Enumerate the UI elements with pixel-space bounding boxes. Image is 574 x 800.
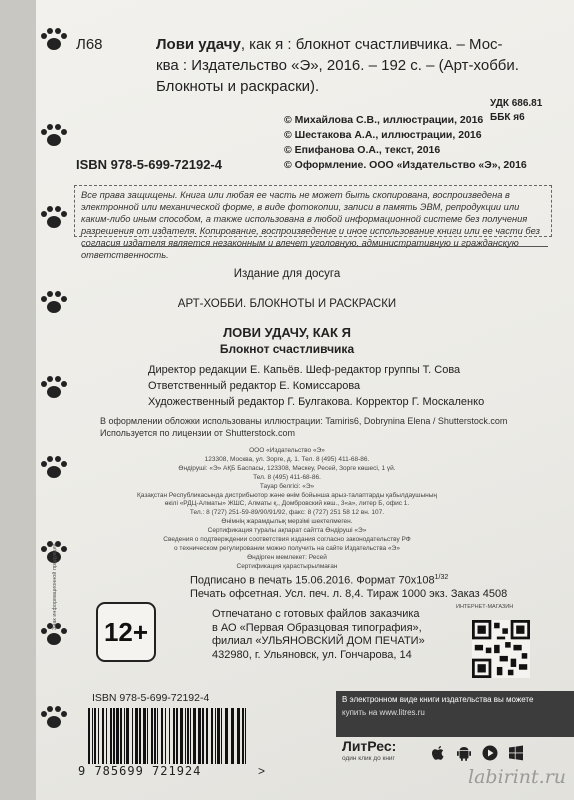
- barcode-bar: [185, 708, 186, 764]
- copyright-line: © Епифанова О.А., текст, 2016: [284, 144, 441, 156]
- media-player-icon: [482, 745, 498, 761]
- print-signed: [190, 574, 448, 587]
- barcode-bar: [198, 708, 201, 764]
- license-note: Используется по лицензии от Shutterstock.com: [100, 428, 295, 438]
- barcode-bar: [193, 708, 196, 764]
- publisher-info-line: Өндіруші: «Э» АҚБ Баспасы, 123308, Мәскеу, Ресей, Зорге көшесі, 1 үй.: [178, 464, 396, 472]
- barcode-bar: [88, 708, 90, 764]
- rights-notice: Все права защищены. Книга или любая ее часть не может быть скопирована, воспроизведена в электронной или механической форме, в виде фотокопии, записи в память ЭВМ, репродукции или каким-либо иным способом, а также использована в любой информационной системе без получения разрешения от издателя. Копирование, воспроизведение и иное использование книги или ее части без согласия издателя является незаконным и влечет уголовную, административную и гражданскую ответственность.: [81, 190, 540, 260]
- barcode-bar: [102, 708, 104, 764]
- litres-line-1: В электронном виде книги издательства вы можете: [342, 695, 534, 704]
- print-specs: Печать офсетная. Усл. печ. л. 8,4. Тираж 1000 экз. Заказ 4508: [190, 588, 508, 600]
- qr-label: ИНТЕРНЕТ-МАГАЗИН: [456, 604, 514, 610]
- barcode-bar: [126, 708, 129, 764]
- copyright-line: © Оформление. ООО «Издательство «Э», 2016: [284, 159, 527, 171]
- printer-line: в АО «Первая Образцовая типография»,: [212, 621, 422, 634]
- printer-line: филиал «УЛЬЯНОВСКИЙ ДОМ ПЕЧАТИ»: [212, 635, 425, 647]
- book-subtitle-text: Блокнот счастливчика: [219, 342, 355, 356]
- series-name: [0, 298, 574, 310]
- android-icon: [456, 745, 472, 761]
- barcode-bar: [151, 708, 153, 764]
- barcode-bar: [180, 708, 183, 764]
- qr-code-icon: [472, 620, 530, 678]
- litres-slogan: один клик до книг: [342, 755, 395, 762]
- windows-icon: [508, 745, 524, 761]
- barcode-bar: [202, 708, 204, 764]
- publisher-info-line: ООО «Издательство «Э»: [249, 447, 325, 454]
- isbn-bottom: ISBN 978-5-699-72192-4: [92, 692, 210, 704]
- publisher-info-line: Өнімнің жарамдылық мерзімі шектелмеген.: [221, 518, 353, 526]
- barcode-bar: [92, 708, 93, 764]
- barcode-bar: [94, 708, 96, 764]
- barcode-bar: [237, 708, 240, 764]
- barcode-bar: [120, 708, 122, 764]
- barcode-bar: [215, 708, 216, 764]
- paw-print-icon: [38, 705, 70, 731]
- book-title: [0, 325, 574, 340]
- barcode-bar: [242, 708, 244, 764]
- book-subtitle: [0, 342, 574, 356]
- title-rest: , как я : блокнот счастливчика. – Мос-: [240, 36, 503, 53]
- edition-type-text: Издание для досуга: [233, 268, 341, 280]
- barcode-bar: [132, 708, 133, 764]
- barcode-bar: [245, 708, 246, 764]
- publisher-info-line: Тел.: 8 (727) 251-59-89/90/91/92, факс: 8 (727) 251 58 12 вн. 107.: [189, 509, 385, 517]
- print-signed-text: Подписано в печать 15.06.2016. Формат 70x108: [190, 574, 435, 587]
- barcode-bar: [161, 708, 163, 764]
- age-rating-note: Знак информационной продукции: [52, 543, 58, 630]
- watermark: labirint.ru: [468, 766, 567, 788]
- paw-print-icon: [38, 27, 70, 53]
- book-title-text: ЛОВИ УДАЧУ, КАК Я: [223, 325, 351, 340]
- publisher-info-line: Сертификация туралы ақпарат сайтта Өндіруші «Э»: [207, 527, 367, 535]
- barcode-bar: [231, 708, 234, 764]
- bibliographic-line-3: Блокноты и раскраски).: [156, 78, 320, 95]
- barcode-bar: [165, 708, 166, 764]
- publisher-info-line: Сведения о подтверждении соответствия издания согласно законодательству РФ: [163, 536, 411, 544]
- barcode-bar: [190, 708, 191, 764]
- barcode-bar: [225, 708, 228, 764]
- barcode-bar: [187, 708, 189, 764]
- bibliographic-line-2: ква : Издательство «Э», 2016. – 192 с. – (Арт-хобби.: [156, 57, 519, 74]
- barcode-bar: [116, 708, 119, 764]
- barcode-bar: [217, 708, 220, 764]
- printer-line: Отпечатано с готовых файлов заказчика: [212, 608, 420, 620]
- barcode-bar: [176, 708, 178, 764]
- barcode-digits: 9 785699 721924: [78, 764, 202, 778]
- rights-notice-box: [74, 185, 552, 260]
- series-text: АРТ-ХОББИ. БЛОКНОТЫ И РАСКРАСКИ: [177, 298, 397, 310]
- litres-banner: [336, 691, 574, 737]
- age-rating-badge: 12+: [96, 602, 156, 662]
- copyright-line: © Шестакова А.А., иллюстрации, 2016: [284, 129, 482, 141]
- litres-logo: ЛитРес:: [342, 738, 397, 754]
- barcode-bar: [147, 708, 148, 764]
- index-code: Л68: [76, 36, 103, 53]
- paw-print-icon: [38, 123, 70, 149]
- barcode-bar: [139, 708, 141, 764]
- barcode-bar: [221, 708, 222, 764]
- bbk-code: ББК я6: [490, 112, 525, 123]
- barcode-bar: [154, 708, 156, 764]
- barcode-bar: [106, 708, 107, 764]
- credit-line: Ответственный редактор Е. Комиссарова: [148, 380, 361, 392]
- title-bold: Лови удачу: [156, 36, 241, 53]
- publisher-info-line: 123308, Москва, ул. Зорге, д. 1. Тел. 8 (495) 411-68-86.: [204, 455, 370, 463]
- barcode-bar: [124, 708, 125, 764]
- publisher-info-line: өкілі «РДЦ-Алматы» ЖШС, Алматы қ., Домбровский көш., 3«а», литер Б, офис 1.: [164, 500, 410, 508]
- udk-code: УДК 686.81: [490, 98, 543, 109]
- litres-line-2: купить на www.litres.ru: [342, 708, 425, 717]
- barcode-bar: [169, 708, 170, 764]
- publisher-info-line: Сертификация қарастырылмаған: [236, 562, 338, 570]
- barcode-end-mark: >: [258, 764, 266, 778]
- paw-print-icon: [38, 205, 70, 231]
- barcode-bar: [135, 708, 138, 764]
- printer-line: 432980, г. Ульяновск, ул. Гончарова, 14: [212, 648, 412, 661]
- publisher-info-line: Тел. 8 (495) 411-68-86.: [253, 473, 321, 481]
- barcode-bar: [211, 708, 213, 764]
- barcode-bar: [110, 708, 112, 764]
- barcode: [82, 708, 252, 766]
- bibliographic-line-1: [156, 36, 503, 53]
- barcode-bar: [157, 708, 158, 764]
- barcode-bar: [98, 708, 99, 764]
- printer-block: [212, 608, 425, 662]
- barcode-bar: [206, 708, 208, 764]
- cover-illustration-note: В оформлении обложки использованы иллюстрации: Tamiris6, Dobrynina Elena / Shutterstock.com: [100, 416, 508, 426]
- credits-block: [148, 362, 484, 410]
- publisher-info-line: Тауар белгісі: «Э»: [259, 482, 315, 490]
- barcode-bar: [113, 708, 115, 764]
- isbn-top: ISBN 978-5-699-72192-4: [76, 157, 222, 172]
- publisher-info-line: Өндірген мемлекет: Ресей: [247, 553, 327, 561]
- copyright-block: [284, 113, 527, 173]
- barcode-bar: [143, 708, 146, 764]
- paw-print-icon: [38, 375, 70, 401]
- credit-line: Директор редакции Е. Капьёв. Шеф-редактор группы Т. Сова: [148, 364, 461, 376]
- publisher-info-block: [0, 447, 574, 572]
- copyright-line: © Михайлова С.В., иллюстрации, 2016: [284, 114, 484, 126]
- barcode-bar: [173, 708, 175, 764]
- divider: [82, 246, 548, 247]
- format-fraction: 1/32: [434, 574, 449, 581]
- credit-line: Художественный редактор Г. Булгакова. Корректор Г. Москаленко: [148, 396, 485, 408]
- edition-type: [0, 268, 574, 280]
- publisher-info-line: Қазақстан Республикасында дистрибьютор және өнім бойынша арыз-талаптарды қабылдаушының: [136, 491, 438, 499]
- apple-icon: [430, 745, 446, 761]
- publisher-info-line: о техническом регулировании можно получить на сайте Издательства «Э»: [174, 544, 400, 552]
